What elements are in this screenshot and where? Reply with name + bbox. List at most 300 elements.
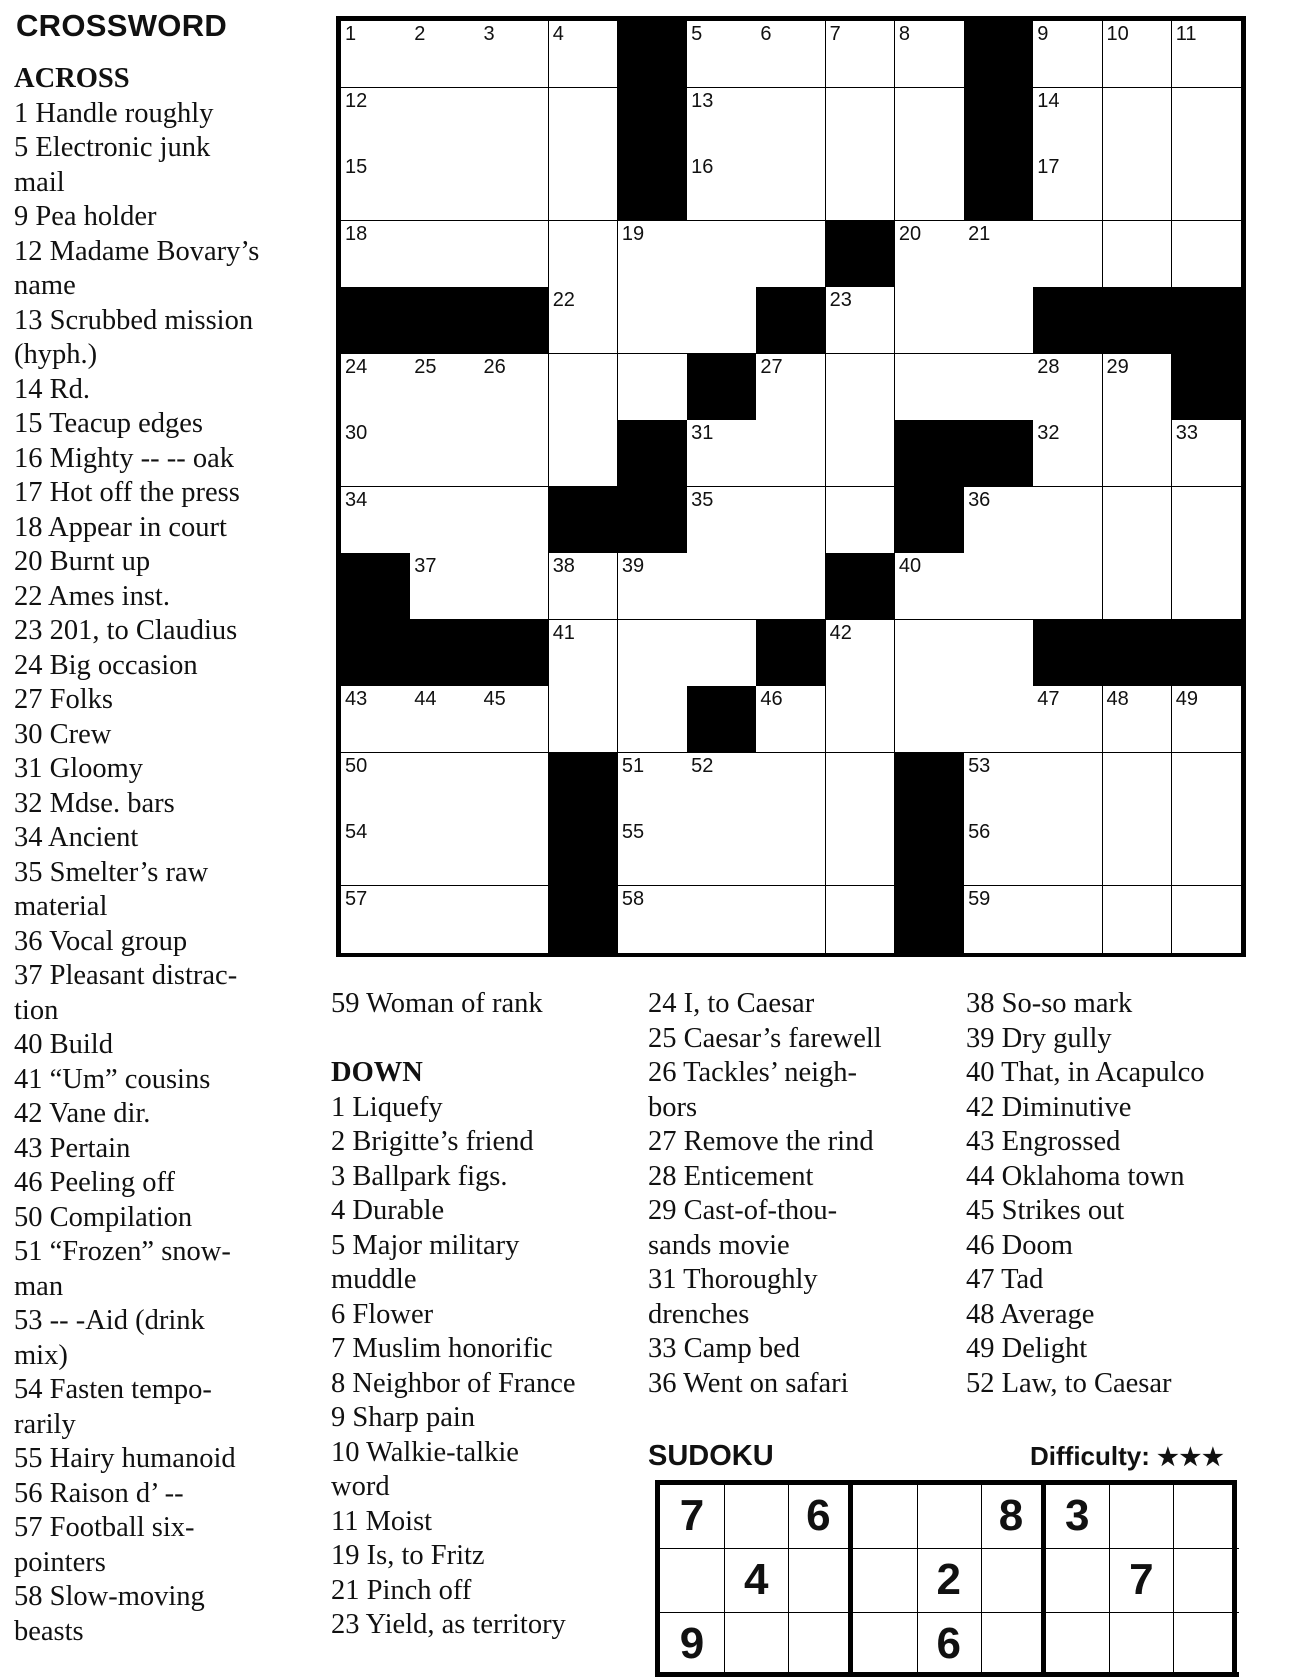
grid-cell[interactable] xyxy=(826,620,896,687)
grid-cell[interactable] xyxy=(687,21,757,88)
clue-line: 1 Liquefy xyxy=(331,1091,443,1123)
grid-cell[interactable] xyxy=(549,686,619,753)
black-square xyxy=(895,886,965,953)
grid-cell[interactable] xyxy=(826,487,896,554)
grid-cell[interactable] xyxy=(826,287,896,354)
grid-cell[interactable] xyxy=(826,753,896,820)
clue-line: 46 Doom xyxy=(966,1229,1073,1261)
grid-cell[interactable] xyxy=(549,354,619,421)
grid-cell[interactable] xyxy=(964,686,1034,753)
grid-cell[interactable] xyxy=(341,686,411,753)
grid-cell[interactable] xyxy=(618,221,688,288)
clue-line: rarily xyxy=(14,1408,76,1440)
black-square xyxy=(549,487,619,554)
clue-line: 9 Pea holder xyxy=(14,201,157,232)
grid-cell[interactable] xyxy=(964,287,1034,354)
grid-cell[interactable] xyxy=(756,221,826,288)
clue-line: 6 Flower xyxy=(331,1298,434,1330)
grid-cell[interactable] xyxy=(549,620,619,687)
grid-cell[interactable] xyxy=(895,620,965,687)
grid-cell[interactable] xyxy=(826,686,896,753)
grid-cell[interactable] xyxy=(895,354,965,421)
sudoku-cell[interactable] xyxy=(660,1549,725,1613)
clue-line: 45 Strikes out xyxy=(966,1195,1125,1226)
clue-number: 45 xyxy=(483,688,506,710)
grid-cell[interactable] xyxy=(341,420,411,487)
clue-line: 52 Law, to Caesar xyxy=(966,1367,1172,1399)
clue-number: 53 xyxy=(968,754,991,777)
clue-line: 30 Crew xyxy=(14,718,112,750)
grid-cell[interactable] xyxy=(687,420,757,487)
grid-cell[interactable] xyxy=(687,886,757,953)
grid-cell[interactable] xyxy=(1033,21,1103,88)
grid-cell[interactable] xyxy=(618,287,688,354)
grid-cell[interactable] xyxy=(479,819,549,886)
clue-line: 5 Major military xyxy=(331,1229,520,1261)
grid-cell[interactable] xyxy=(341,154,411,221)
clue-line: 22 Ames inst. xyxy=(14,580,170,612)
grid-cell[interactable] xyxy=(895,686,965,753)
grid-cell[interactable] xyxy=(341,753,411,820)
grid-cell[interactable] xyxy=(341,221,411,288)
sudoku-title: SUDOKU xyxy=(648,1440,774,1472)
grid-cell[interactable] xyxy=(964,487,1034,554)
grid-cell[interactable] xyxy=(687,487,757,554)
grid-cell[interactable] xyxy=(1103,686,1173,753)
clue-number: 6 xyxy=(760,23,772,45)
clue-line: 56 Raison d’ -- xyxy=(14,1477,184,1509)
grid-cell[interactable] xyxy=(1103,487,1173,554)
grid-cell[interactable] xyxy=(964,553,1034,620)
clue-line: 40 Build xyxy=(14,1029,113,1060)
clue-number: 7 xyxy=(829,23,841,45)
clue-line: 35 Smelter’s raw xyxy=(14,856,209,888)
grid-cell[interactable] xyxy=(1103,420,1173,487)
black-square xyxy=(618,487,688,554)
grid-cell[interactable] xyxy=(479,686,549,753)
clue-line: 19 Is, to Fritz xyxy=(331,1540,485,1571)
clue-line: 36 Vocal group xyxy=(14,925,188,957)
grid-cell[interactable] xyxy=(1172,221,1242,288)
sudoku-cell[interactable]: 3 xyxy=(1045,1485,1110,1549)
sudoku-cell[interactable] xyxy=(917,1485,982,1549)
black-square xyxy=(618,88,688,155)
grid-cell[interactable] xyxy=(964,886,1034,953)
grid-cell[interactable] xyxy=(410,154,480,221)
grid-cell[interactable] xyxy=(1033,221,1103,288)
black-square xyxy=(341,287,411,354)
grid-cell[interactable] xyxy=(1103,819,1173,886)
grid-cell[interactable] xyxy=(618,620,688,687)
grid-cell[interactable] xyxy=(479,221,549,288)
grid-cell[interactable] xyxy=(895,287,965,354)
grid-cell[interactable] xyxy=(410,420,480,487)
clue-line: 13 Scrubbed mission xyxy=(14,304,254,336)
grid-cell[interactable] xyxy=(341,487,411,554)
clue-line: 9 Sharp pain xyxy=(331,1402,476,1433)
sudoku-cell[interactable] xyxy=(853,1613,918,1677)
sudoku-cell[interactable] xyxy=(853,1549,918,1613)
clue-number: 17 xyxy=(1037,156,1060,178)
grid-cell[interactable] xyxy=(756,354,826,421)
sudoku-cell[interactable]: 7 xyxy=(660,1485,725,1549)
clue-number: 37 xyxy=(414,555,437,577)
black-square xyxy=(479,620,549,687)
grid-cell[interactable] xyxy=(1103,154,1173,221)
grid-cell[interactable] xyxy=(687,819,757,886)
grid-cell[interactable] xyxy=(410,221,480,288)
black-square xyxy=(895,487,965,554)
grid-cell[interactable] xyxy=(618,753,688,820)
clue-line: 49 Delight xyxy=(966,1333,1088,1364)
sudoku-cell[interactable]: 7 xyxy=(1109,1549,1174,1613)
clue-number: 39 xyxy=(621,555,645,577)
down-clues-continued-2 xyxy=(966,987,1286,1401)
grid-cell[interactable] xyxy=(1172,553,1242,620)
grid-cell[interactable] xyxy=(1033,420,1103,487)
grid-cell[interactable] xyxy=(895,21,965,88)
clue-line: 42 Vane dir. xyxy=(14,1098,151,1129)
clue-number: 8 xyxy=(898,23,910,45)
grid-cell[interactable] xyxy=(1172,686,1242,753)
black-square xyxy=(618,21,688,88)
sudoku-cell[interactable] xyxy=(724,1613,789,1677)
grid-cell[interactable] xyxy=(1103,553,1173,620)
black-square xyxy=(964,88,1034,155)
clue-line: 4 Durable xyxy=(331,1195,445,1226)
grid-cell[interactable] xyxy=(687,88,757,155)
clue-line: mail xyxy=(14,166,65,198)
grid-cell[interactable] xyxy=(410,553,480,620)
grid-cell[interactable] xyxy=(479,487,549,554)
grid-cell[interactable] xyxy=(964,753,1034,820)
sudoku-cell[interactable]: 4 xyxy=(724,1549,789,1613)
grid-cell[interactable] xyxy=(1033,88,1103,155)
clue-number: 52 xyxy=(691,754,714,777)
sudoku-cell[interactable] xyxy=(1045,1613,1110,1677)
sudoku-cell[interactable] xyxy=(1174,1549,1239,1613)
grid-cell[interactable] xyxy=(826,154,896,221)
grid-cell[interactable] xyxy=(756,686,826,753)
grid-cell[interactable] xyxy=(964,819,1034,886)
grid-cell[interactable] xyxy=(756,88,826,155)
grid-cell[interactable] xyxy=(1172,886,1242,953)
grid-cell[interactable] xyxy=(826,88,896,155)
sudoku-cell[interactable] xyxy=(981,1613,1046,1677)
clue-number: 55 xyxy=(621,821,645,843)
clue-line: 58 Slow-moving xyxy=(14,1581,205,1612)
grid-cell[interactable] xyxy=(1033,154,1103,221)
grid-cell[interactable] xyxy=(549,553,619,620)
black-square xyxy=(1172,354,1242,421)
grid-cell[interactable] xyxy=(1103,886,1173,953)
crossword-title: CROSSWORD xyxy=(16,8,228,43)
clue-number: 22 xyxy=(552,289,575,311)
grid-cell[interactable] xyxy=(549,221,619,288)
clue-number: 54 xyxy=(345,821,368,843)
grid-cell[interactable] xyxy=(687,287,757,354)
clue-line: 47 Tad xyxy=(966,1264,1044,1295)
down-clues xyxy=(331,1091,641,1643)
clue-line: 37 Pleasant distrac- xyxy=(14,960,238,991)
grid-cell[interactable] xyxy=(341,886,411,953)
grid-cell[interactable] xyxy=(826,819,896,886)
black-square xyxy=(549,886,619,953)
grid-cell[interactable] xyxy=(895,221,965,288)
grid-cell[interactable] xyxy=(479,88,549,155)
grid-cell[interactable] xyxy=(756,886,826,953)
grid-cell[interactable] xyxy=(687,154,757,221)
grid-cell[interactable] xyxy=(1103,21,1173,88)
clue-line: 12 Madame Bovary’s xyxy=(14,235,260,267)
black-square xyxy=(1172,620,1242,687)
grid-cell[interactable] xyxy=(479,886,549,953)
sudoku-cell[interactable] xyxy=(1174,1485,1239,1549)
grid-cell[interactable] xyxy=(479,154,549,221)
grid-cell[interactable] xyxy=(687,553,757,620)
sudoku-cell[interactable]: 8 xyxy=(981,1485,1046,1549)
grid-cell[interactable] xyxy=(479,753,549,820)
grid-cell[interactable] xyxy=(479,354,549,421)
grid-cell[interactable] xyxy=(341,21,411,88)
grid-cell[interactable] xyxy=(756,21,826,88)
grid-cell[interactable] xyxy=(410,753,480,820)
clue-number: 10 xyxy=(1106,23,1129,45)
sudoku-cell[interactable] xyxy=(788,1613,853,1677)
clue-line: tion xyxy=(14,994,59,1026)
grid-cell[interactable] xyxy=(549,154,619,221)
grid-cell[interactable] xyxy=(341,88,411,155)
clue-number: 49 xyxy=(1175,688,1199,710)
grid-cell[interactable] xyxy=(341,819,411,886)
down-heading: DOWN xyxy=(331,1057,423,1088)
grid-cell[interactable] xyxy=(687,221,757,288)
black-square xyxy=(341,620,411,687)
grid-cell[interactable] xyxy=(410,686,480,753)
clue-number: 50 xyxy=(345,754,368,777)
clue-line: 27 Folks xyxy=(14,684,113,715)
sudoku-cell[interactable] xyxy=(853,1485,918,1549)
black-square xyxy=(964,21,1034,88)
grid-cell[interactable] xyxy=(618,686,688,753)
clue-number: 33 xyxy=(1175,422,1199,444)
grid-cell[interactable] xyxy=(826,354,896,421)
grid-cell[interactable] xyxy=(1033,553,1103,620)
clue-number: 56 xyxy=(968,821,991,843)
grid-cell[interactable] xyxy=(1033,354,1103,421)
grid-cell[interactable] xyxy=(479,420,549,487)
grid-cell[interactable] xyxy=(410,819,480,886)
black-square xyxy=(895,420,965,487)
grid-cell[interactable] xyxy=(410,88,480,155)
grid-cell[interactable] xyxy=(964,620,1034,687)
clue-line: 44 Oklahoma town xyxy=(966,1160,1185,1192)
grid-cell[interactable] xyxy=(549,88,619,155)
grid-cell[interactable] xyxy=(549,287,619,354)
black-square xyxy=(895,753,965,820)
clue-line: 5 Electronic junk xyxy=(14,132,211,163)
grid-cell[interactable] xyxy=(895,88,965,155)
clue-line: 16 Mighty -- -- oak xyxy=(14,442,235,474)
difficulty-rating xyxy=(1030,1443,1225,1470)
grid-cell[interactable] xyxy=(1172,753,1242,820)
clue-line: 10 Walkie-talkie xyxy=(331,1436,519,1468)
black-square xyxy=(687,354,757,421)
grid-cell[interactable] xyxy=(1103,88,1173,155)
grid-cell[interactable] xyxy=(826,886,896,953)
clue-line: name xyxy=(14,270,76,301)
clue-line: 39 Dry gully xyxy=(966,1022,1112,1054)
grid-cell[interactable] xyxy=(1172,819,1242,886)
clue-number: 31 xyxy=(691,422,714,444)
grid-cell[interactable] xyxy=(826,420,896,487)
clue-number: 48 xyxy=(1106,688,1129,710)
grid-cell[interactable] xyxy=(1172,154,1242,221)
grid-cell[interactable] xyxy=(1103,753,1173,820)
grid-cell[interactable] xyxy=(341,354,411,421)
black-square xyxy=(1033,620,1103,687)
clue-line: 50 Compilation xyxy=(14,1201,193,1233)
clue-line: 18 Appear in court xyxy=(14,511,227,543)
clue-number: 25 xyxy=(414,355,437,378)
grid-cell[interactable] xyxy=(549,420,619,487)
difficulty-label: Difficulty: xyxy=(1030,1441,1150,1471)
clue-number: 16 xyxy=(691,156,714,178)
clue-number: 19 xyxy=(621,222,645,245)
grid-cell[interactable] xyxy=(1103,354,1173,421)
grid-cell[interactable] xyxy=(1172,21,1242,88)
clue-line: (hyph.) xyxy=(14,339,98,370)
black-square xyxy=(1172,287,1242,354)
clue-line: 23 201, to Claudius xyxy=(14,615,238,646)
clue-column-4 xyxy=(966,987,1286,1401)
grid-cell[interactable] xyxy=(756,819,826,886)
grid-cell[interactable] xyxy=(549,21,619,88)
clue-line: 42 Diminutive xyxy=(966,1091,1132,1123)
grid-cell[interactable] xyxy=(687,753,757,820)
clue-line: 46 Peeling off xyxy=(14,1167,175,1198)
grid-cell[interactable] xyxy=(756,487,826,554)
clue-line: 24 I, to Caesar xyxy=(648,988,815,1019)
grid-cell[interactable] xyxy=(618,354,688,421)
black-square xyxy=(618,420,688,487)
clue-line: sands movie xyxy=(648,1229,790,1261)
black-square xyxy=(826,553,896,620)
black-square xyxy=(756,287,826,354)
grid-cell[interactable] xyxy=(1033,753,1103,820)
clue-number: 27 xyxy=(760,355,783,378)
sudoku-cell[interactable] xyxy=(1174,1613,1239,1677)
grid-cell[interactable] xyxy=(1033,686,1103,753)
clue-number: 26 xyxy=(483,355,506,378)
clue-line: material xyxy=(14,891,108,922)
sudoku-cell[interactable] xyxy=(1109,1613,1174,1677)
grid-cell[interactable] xyxy=(410,886,480,953)
clue-number: 36 xyxy=(968,488,991,511)
grid-cell[interactable] xyxy=(1172,487,1242,554)
grid-cell[interactable] xyxy=(1033,487,1103,554)
grid-cell[interactable] xyxy=(1033,886,1103,953)
sudoku-cell[interactable]: 6 xyxy=(917,1613,982,1677)
grid-cell[interactable] xyxy=(1033,819,1103,886)
grid-cell[interactable] xyxy=(895,154,965,221)
grid-cell[interactable] xyxy=(756,553,826,620)
grid-cell[interactable] xyxy=(756,154,826,221)
sudoku-cell[interactable] xyxy=(1109,1485,1174,1549)
grid-cell[interactable] xyxy=(479,21,549,88)
clue-line: drenches xyxy=(648,1298,750,1330)
grid-cell[interactable] xyxy=(1172,420,1242,487)
clue-line: 33 Camp bed xyxy=(648,1333,800,1364)
grid-cell[interactable] xyxy=(687,620,757,687)
clue-number: 5 xyxy=(691,23,703,45)
sudoku-cell[interactable] xyxy=(724,1485,789,1549)
sudoku-cell[interactable]: 2 xyxy=(917,1549,982,1613)
clue-column-2 xyxy=(331,987,641,1643)
grid-cell[interactable] xyxy=(964,354,1034,421)
grid-cell[interactable] xyxy=(895,553,965,620)
grid-cell[interactable] xyxy=(618,886,688,953)
clue-line: bors xyxy=(648,1091,698,1123)
grid-cell[interactable] xyxy=(618,819,688,886)
clue-number: 9 xyxy=(1037,23,1049,45)
clue-line: 1 Handle roughly xyxy=(14,97,214,129)
clue-number: 41 xyxy=(552,621,575,644)
black-square xyxy=(410,287,480,354)
clue-number: 12 xyxy=(345,89,368,112)
clue-number: 34 xyxy=(345,488,368,511)
clue-number: 21 xyxy=(968,222,991,245)
clue-number: 24 xyxy=(345,355,368,378)
grid-cell[interactable] xyxy=(479,553,549,620)
sudoku-cell[interactable]: 9 xyxy=(660,1613,725,1677)
sudoku-cell[interactable] xyxy=(981,1549,1046,1613)
clue-line: 14 Rd. xyxy=(14,373,91,405)
grid-cell[interactable] xyxy=(964,221,1034,288)
clue-line: 40 That, in Acapulco xyxy=(966,1057,1205,1088)
clue-number: 1 xyxy=(345,23,357,45)
clue-number: 23 xyxy=(829,289,852,311)
grid-cell[interactable] xyxy=(410,487,480,554)
black-square xyxy=(964,154,1034,221)
grid-cell[interactable] xyxy=(618,553,688,620)
clue-number: 4 xyxy=(552,23,564,45)
grid-cell[interactable] xyxy=(410,354,480,421)
clue-line: pointers xyxy=(14,1546,106,1578)
clue-line: 43 Engrossed xyxy=(966,1126,1121,1157)
sudoku-cell[interactable] xyxy=(1045,1549,1110,1613)
sudoku-cell[interactable] xyxy=(788,1549,853,1613)
black-square xyxy=(479,287,549,354)
clue-number: 32 xyxy=(1037,422,1060,444)
clue-number: 43 xyxy=(345,688,368,710)
sudoku-cell[interactable]: 6 xyxy=(788,1485,853,1549)
grid-cell[interactable] xyxy=(410,21,480,88)
grid-cell[interactable] xyxy=(756,753,826,820)
clue-line: 55 Hairy humanoid xyxy=(14,1443,236,1474)
grid-cell[interactable] xyxy=(826,21,896,88)
crossword-grid xyxy=(336,16,1246,957)
clue-line: 2 Brigitte’s friend xyxy=(331,1126,534,1157)
clue-line: 21 Pinch off xyxy=(331,1574,472,1606)
across-clues xyxy=(14,97,304,1650)
grid-cell[interactable] xyxy=(1172,88,1242,155)
clue-column-3 xyxy=(648,987,958,1401)
grid-cell[interactable] xyxy=(756,420,826,487)
clue-line: 24 Big occasion xyxy=(14,649,198,681)
clue-number: 13 xyxy=(691,89,714,112)
grid-cell[interactable] xyxy=(1103,221,1173,288)
